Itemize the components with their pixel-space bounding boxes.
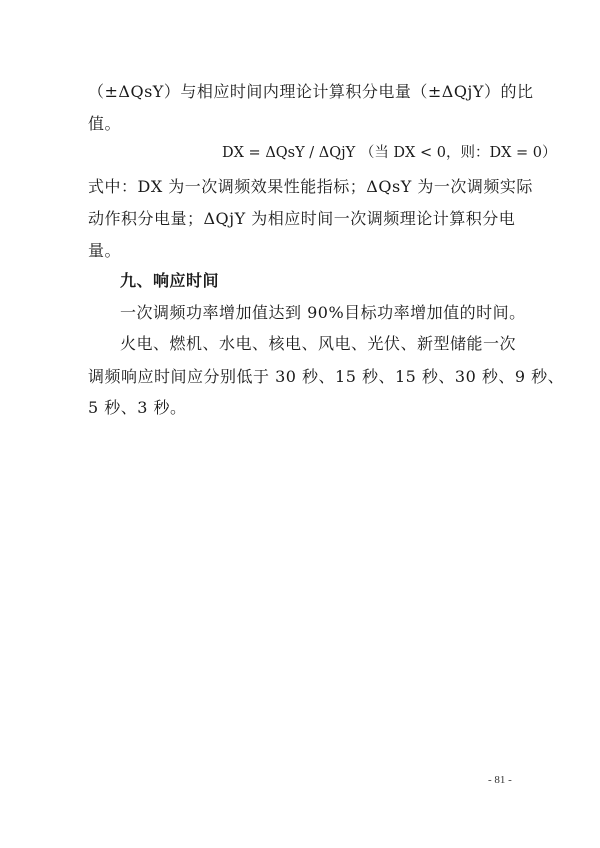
- paragraph-line: （±ΔQsY）与相应时间内理论计算积分电量（±ΔQjY）的比: [88, 82, 534, 101]
- paragraph-line: 调频响应时间应分别低于 30 秒、15 秒、15 秒、30 秒、9 秒、: [88, 367, 565, 386]
- paragraph-line: 量。: [88, 241, 122, 260]
- section-heading: 九、响应时间: [120, 271, 220, 290]
- page-number: - 81 -: [488, 774, 512, 786]
- paragraph-line: 5 秒、3 秒。: [88, 398, 187, 417]
- paragraph-line: 火电、燃机、水电、核电、风电、光伏、新型储能一次: [120, 334, 517, 353]
- formula: DX = ΔQsY / ΔQjY （当 DX < 0，则：DX = 0）: [222, 145, 557, 161]
- paragraph-line: 式中：DX 为一次调频效果性能指标；ΔQsY 为一次调频实际: [88, 177, 533, 196]
- paragraph-line: 动作积分电量；ΔQjY 为相应时间一次调频理论计算积分电: [88, 209, 516, 228]
- paragraph-line: 一次调频功率增加值达到 90%目标功率增加值的时间。: [120, 303, 526, 322]
- paragraph-line: 值。: [88, 114, 122, 133]
